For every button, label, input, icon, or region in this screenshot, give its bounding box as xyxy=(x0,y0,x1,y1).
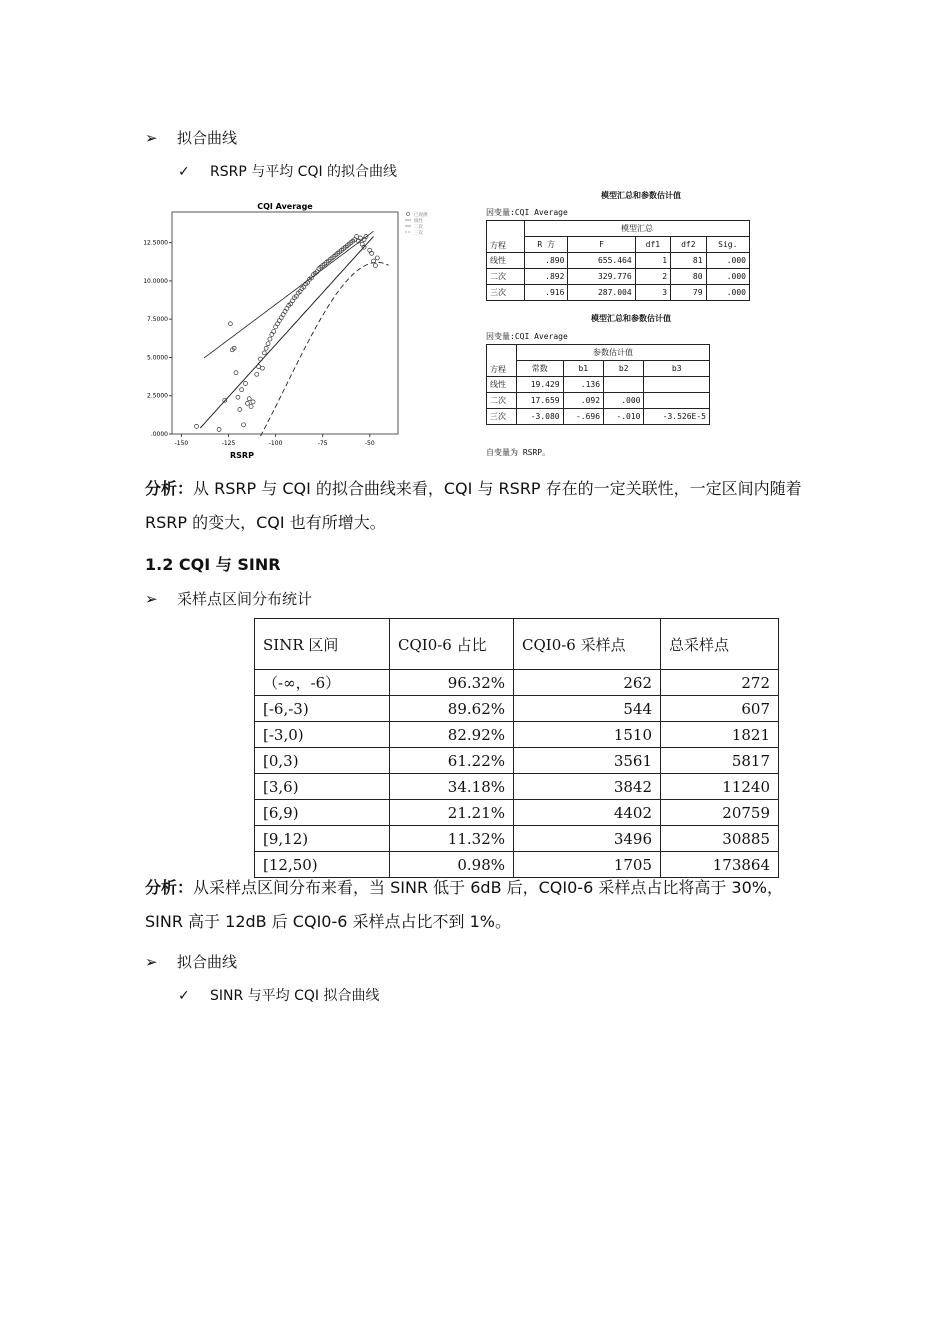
table-row xyxy=(255,826,779,852)
table-cell: [3,6) xyxy=(255,774,390,800)
table-cell: 96.32% xyxy=(390,670,514,696)
sub-bullet-sinr-cqi xyxy=(178,985,380,1005)
bullet-text: 拟合曲线 xyxy=(177,129,238,147)
table-cell: 4402 xyxy=(514,800,661,826)
table-cell: -.010 xyxy=(604,409,644,425)
x-tick-label: -150 xyxy=(174,440,189,447)
table-cell: 20759 xyxy=(661,800,779,826)
spss2-table xyxy=(486,344,710,425)
spss2-col-header: b3 xyxy=(644,361,710,377)
analysis-paragraph-2 xyxy=(145,871,815,939)
table-cell: 3561 xyxy=(514,748,661,774)
chart-xlabel: RSRP xyxy=(230,451,254,460)
table-row xyxy=(487,393,710,409)
table-cell: 0.98% xyxy=(390,852,514,878)
table-cell: 329.776 xyxy=(568,269,635,285)
y-tick-label: 10.0000 xyxy=(143,277,168,285)
table-cell: 三次 xyxy=(487,409,517,425)
sinr-col-header: SINR 区间 xyxy=(255,619,390,670)
table-row xyxy=(487,409,710,425)
bullet-fit-curve xyxy=(145,127,237,148)
bullet-fit-curve-2 xyxy=(145,951,237,972)
spss-model-summary xyxy=(486,190,756,301)
table-cell: 287.004 xyxy=(568,285,635,301)
table-cell: .000 xyxy=(604,393,644,409)
table-cell: 80 xyxy=(671,269,706,285)
table-cell: [9,12) xyxy=(255,826,390,852)
analysis-text: 从 RSRP 与 CQI 的拟合曲线来看，CQI 与 RSRP 存在的一定关联性，一定区间内随着 RSRP 的变大，CQI 也有所增大。 xyxy=(145,479,802,532)
table-cell: .000 xyxy=(706,285,749,301)
table-cell: -3.080 xyxy=(516,409,563,425)
table-cell: [12,50) xyxy=(255,852,390,878)
table-cell: 544 xyxy=(514,696,661,722)
table-cell: 30885 xyxy=(661,826,779,852)
sinr-distribution-table xyxy=(254,618,779,878)
arrow-bullet-icon: ➢ xyxy=(145,953,158,971)
table-cell: 二次 xyxy=(487,393,517,409)
spss1-dep-var: 因变量:CQI Average xyxy=(486,208,568,217)
table-cell: [-3,0) xyxy=(255,722,390,748)
spss1-col-header: df1 xyxy=(635,237,670,253)
table-cell: .890 xyxy=(525,253,568,269)
table-cell: 607 xyxy=(661,696,779,722)
table-row xyxy=(255,748,779,774)
table-row xyxy=(255,696,779,722)
table-cell: .892 xyxy=(525,269,568,285)
sub-bullet-text: RSRP 与平均 CQI 的拟合曲线 xyxy=(210,164,398,180)
table-cell: 线性 xyxy=(487,377,517,393)
analysis-label: 分析： xyxy=(145,479,194,498)
legend-label: 三次 xyxy=(414,231,423,236)
table-row xyxy=(487,269,750,285)
spss1-col-header: F xyxy=(568,237,635,253)
table-cell: 21.21% xyxy=(390,800,514,826)
table-row xyxy=(487,285,750,301)
chart-svg xyxy=(143,198,428,460)
table-row xyxy=(255,670,779,696)
chart-title: CQI Average xyxy=(257,202,313,211)
spss2-group-header: 参数估计值 xyxy=(516,345,709,361)
table-cell: .916 xyxy=(525,285,568,301)
spss1-col-header: R 方 xyxy=(525,237,568,253)
table-cell: -.696 xyxy=(563,409,603,425)
table-cell: 3 xyxy=(635,285,670,301)
table-cell: 3842 xyxy=(514,774,661,800)
table-cell: 81 xyxy=(671,253,706,269)
cqi-scatter-chart xyxy=(143,198,428,460)
spss-parameter-estimates xyxy=(486,313,756,458)
table-cell: 11240 xyxy=(661,774,779,800)
spss2-dep-var: 因变量:CQI Average xyxy=(486,332,568,341)
table-cell xyxy=(644,393,710,409)
legend-label: 线性 xyxy=(414,219,423,224)
table-cell: 82.92% xyxy=(390,722,514,748)
sinr-col-header: 总采样点 xyxy=(661,619,779,670)
table-cell: 89.62% xyxy=(390,696,514,722)
table-row xyxy=(487,377,710,393)
table-cell: [-6,-3) xyxy=(255,696,390,722)
table-cell: 1705 xyxy=(514,852,661,878)
legend-label: 已观测 xyxy=(414,213,428,218)
x-tick-label: -100 xyxy=(268,440,283,447)
table-cell: -3.526E-5 xyxy=(644,409,710,425)
table-cell: .000 xyxy=(706,269,749,285)
sinr-col-header: CQI0-6 占比 xyxy=(390,619,514,670)
table-cell: 二次 xyxy=(487,269,525,285)
table-cell xyxy=(644,377,710,393)
x-tick-label: -75 xyxy=(317,440,328,447)
table-cell: [6,9) xyxy=(255,800,390,826)
table-cell: 三次 xyxy=(487,285,525,301)
table-row xyxy=(255,800,779,826)
table-cell: 262 xyxy=(514,670,661,696)
section-heading: 1.2 CQI 与 SINR xyxy=(145,555,281,574)
spss1-col-header: Sig. xyxy=(706,237,749,253)
table-cell: .000 xyxy=(706,253,749,269)
table-cell: 线性 xyxy=(487,253,525,269)
checkmark-icon: ✓ xyxy=(178,988,190,1004)
y-tick-label: 12.5000 xyxy=(143,239,168,247)
sinr-col-header: CQI0-6 采样点 xyxy=(514,619,661,670)
table-cell: 19.429 xyxy=(516,377,563,393)
table-cell: 1510 xyxy=(514,722,661,748)
table-cell: 79 xyxy=(671,285,706,301)
spss2-indep-var: 自变量为 RSRP。 xyxy=(486,448,551,457)
table-cell: 1821 xyxy=(661,722,779,748)
table-cell: 2 xyxy=(635,269,670,285)
bullet-text: 拟合曲线 xyxy=(177,953,238,971)
bullet-text: 采样点区间分布统计 xyxy=(177,590,313,608)
table-cell: （-∞，-6） xyxy=(255,670,390,696)
sub-bullet-text: SINR 与平均 CQI 拟合曲线 xyxy=(210,988,380,1004)
bullet-sample-distribution xyxy=(145,588,312,609)
table-cell: 17.659 xyxy=(516,393,563,409)
table-cell: 5817 xyxy=(661,748,779,774)
legend-marker xyxy=(406,212,409,215)
table-cell: 173864 xyxy=(661,852,779,878)
y-tick-label: 5.0000 xyxy=(147,354,168,362)
table-row xyxy=(487,253,750,269)
spss1-table xyxy=(486,220,750,301)
table-cell: 655.464 xyxy=(568,253,635,269)
table-cell: 61.22% xyxy=(390,748,514,774)
sub-bullet-rsrp-cqi xyxy=(178,161,397,181)
spss1-group-header: 模型汇总 xyxy=(525,221,750,237)
x-tick-label: -125 xyxy=(221,440,236,447)
table-cell: 11.32% xyxy=(390,826,514,852)
x-tick-label: -50 xyxy=(364,440,375,447)
table-row xyxy=(255,722,779,748)
table-cell: 1 xyxy=(635,253,670,269)
spss1-col-header: df2 xyxy=(671,237,706,253)
spss2-col-equation: 方程 xyxy=(487,345,517,377)
table-cell: [0,3) xyxy=(255,748,390,774)
spss2-col-header: b2 xyxy=(604,361,644,377)
spss2-col-header: b1 xyxy=(563,361,603,377)
y-tick-label: 7.5000 xyxy=(147,316,168,324)
spss2-title: 模型汇总和参数估计值 xyxy=(591,314,671,323)
checkmark-icon: ✓ xyxy=(178,164,190,180)
analysis-paragraph-1 xyxy=(145,472,815,540)
spss1-title: 模型汇总和参数估计值 xyxy=(601,191,681,200)
arrow-bullet-icon: ➢ xyxy=(145,129,158,147)
arrow-bullet-icon: ➢ xyxy=(145,590,158,608)
analysis-label: 分析： xyxy=(145,878,194,897)
y-tick-label: 2.5000 xyxy=(147,392,168,400)
table-cell xyxy=(604,377,644,393)
analysis-text: 从采样点区间分布来看，当 SINR 低于 6dB 后，CQI0-6 采样点占比将高于 30%，SINR 高于 12dB 后 CQI0-6 采样点占比不到 1%。 xyxy=(145,878,783,931)
y-tick-label: .0000 xyxy=(150,431,168,438)
table-cell: .092 xyxy=(563,393,603,409)
table-cell: 34.18% xyxy=(390,774,514,800)
legend-label: 二次 xyxy=(414,225,423,230)
table-cell: 272 xyxy=(661,670,779,696)
table-cell: 3496 xyxy=(514,826,661,852)
spss2-col-header: 常数 xyxy=(516,361,563,377)
spss1-col-equation: 方程 xyxy=(487,221,525,253)
table-cell: .136 xyxy=(563,377,603,393)
table-row xyxy=(255,774,779,800)
